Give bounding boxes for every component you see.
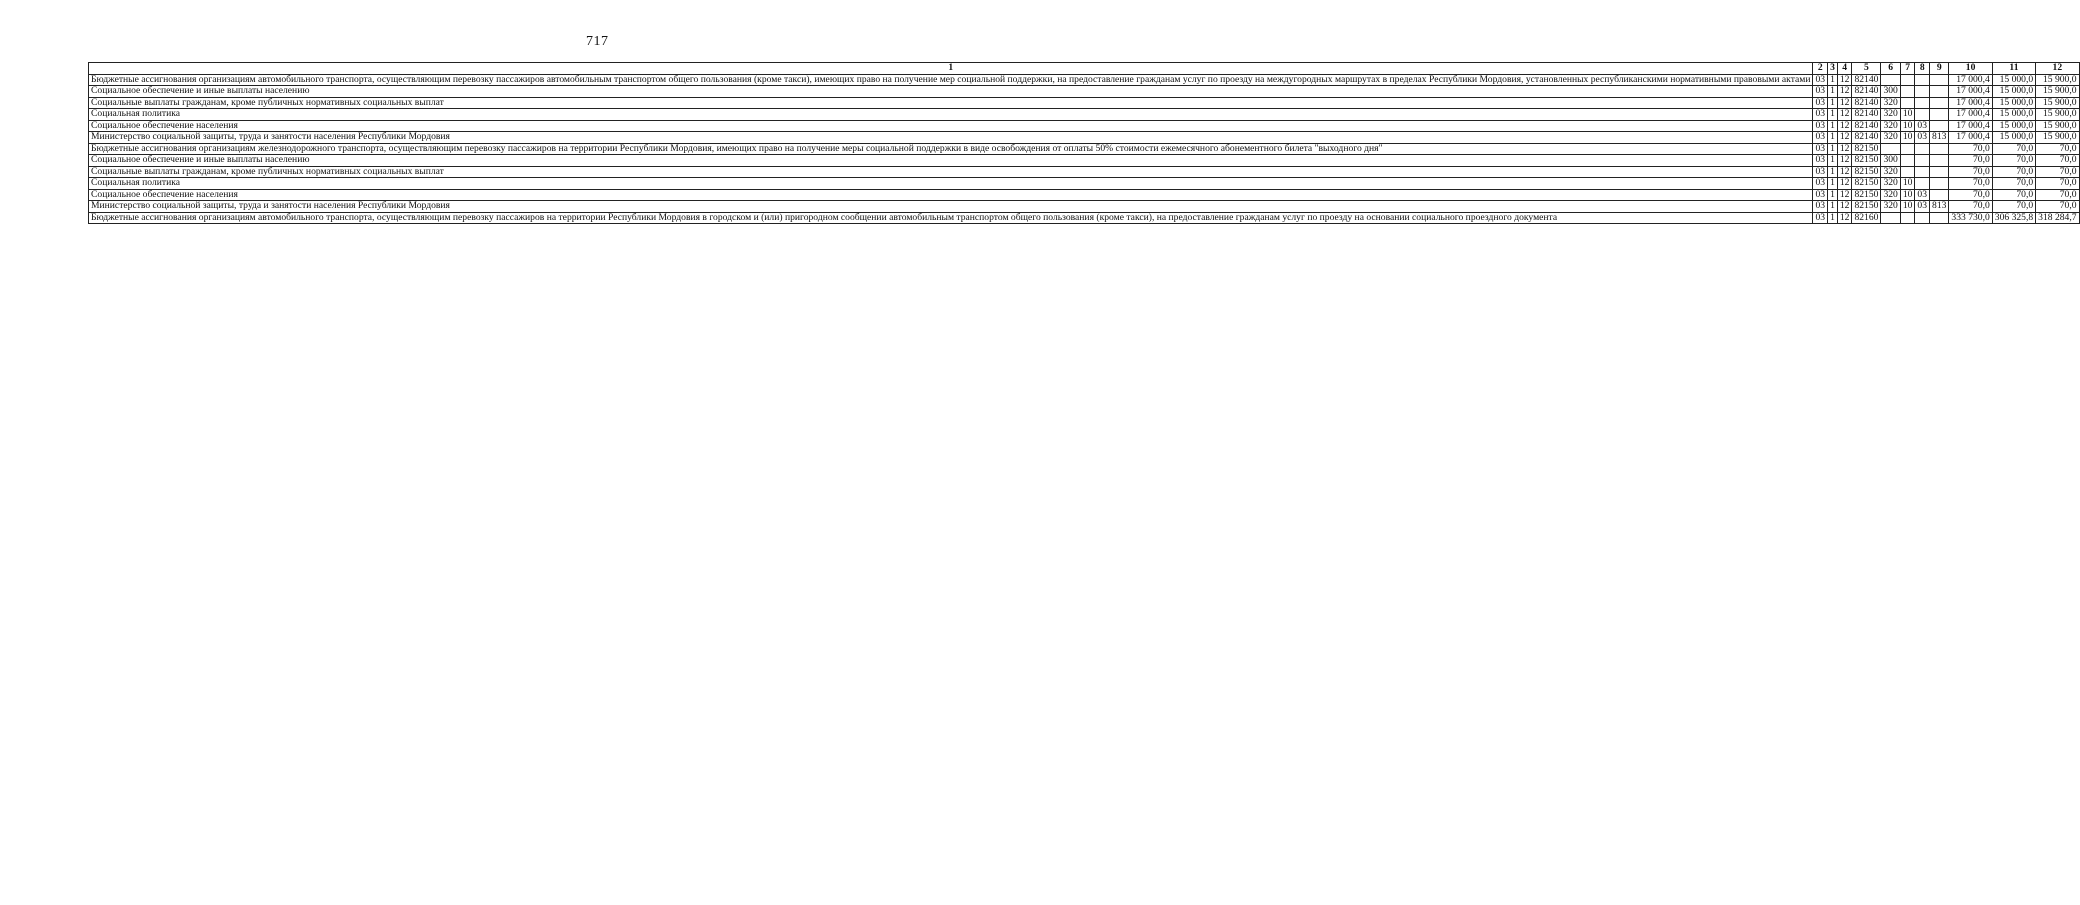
amount-cell: 15 000,0 bbox=[1992, 74, 2035, 86]
table-row bbox=[89, 97, 2080, 109]
column-header: 9 bbox=[1930, 63, 1949, 75]
column-header: 7 bbox=[1900, 63, 1915, 75]
code-cell bbox=[1900, 74, 1915, 86]
amount-cell: 70,0 bbox=[1992, 201, 2035, 213]
code-cell: 82150 bbox=[1852, 166, 1881, 178]
code-cell: 03 bbox=[1813, 178, 1828, 190]
code-cell: 82150 bbox=[1852, 143, 1881, 155]
code-cell bbox=[1915, 178, 1930, 190]
code-cell: 82140 bbox=[1852, 120, 1881, 132]
code-cell: 82160 bbox=[1852, 212, 1881, 224]
code-cell: 03 bbox=[1813, 166, 1828, 178]
row-name: Социальные выплаты гражданам, кроме публичных нормативных социальных выплат bbox=[89, 97, 1813, 109]
row-name: Социальная политика bbox=[89, 178, 1813, 190]
budget-table bbox=[88, 62, 2080, 224]
code-cell: 03 bbox=[1813, 97, 1828, 109]
row-name: Министерство социальной защиты, труда и занятости населения Республики Мордовия bbox=[89, 201, 1813, 213]
code-cell: 03 bbox=[1813, 132, 1828, 144]
code-cell bbox=[1930, 178, 1949, 190]
code-cell: 03 bbox=[1813, 74, 1828, 86]
table-row bbox=[89, 143, 2080, 155]
code-cell: 1 bbox=[1828, 166, 1838, 178]
code-cell bbox=[1930, 74, 1949, 86]
amount-cell: 15 000,0 bbox=[1992, 86, 2035, 98]
code-cell: 320 bbox=[1881, 132, 1900, 144]
code-cell bbox=[1881, 74, 1900, 86]
code-cell: 12 bbox=[1837, 189, 1852, 201]
column-header: 10 bbox=[1949, 63, 1992, 75]
code-cell bbox=[1915, 97, 1930, 109]
code-cell bbox=[1900, 86, 1915, 98]
code-cell: 03 bbox=[1813, 212, 1828, 224]
row-name: Социальное обеспечение населения bbox=[89, 120, 1813, 132]
amount-cell: 70,0 bbox=[2036, 189, 2079, 201]
row-name: Социальное обеспечение и иные выплаты населению bbox=[89, 155, 1813, 167]
amount-cell: 17 000,4 bbox=[1949, 109, 1992, 121]
code-cell: 12 bbox=[1837, 97, 1852, 109]
table-header-row bbox=[89, 63, 2080, 75]
code-cell: 1 bbox=[1828, 201, 1838, 213]
code-cell: 12 bbox=[1837, 166, 1852, 178]
code-cell: 12 bbox=[1837, 143, 1852, 155]
amount-cell: 70,0 bbox=[2036, 178, 2079, 190]
amount-cell: 15 900,0 bbox=[2036, 109, 2079, 121]
code-cell: 320 bbox=[1881, 120, 1900, 132]
code-cell bbox=[1900, 155, 1915, 167]
code-cell: 10 bbox=[1900, 120, 1915, 132]
amount-cell: 15 000,0 bbox=[1992, 109, 2035, 121]
row-name: Бюджетные ассигнования организациям автомобильного транспорта, осуществляющим перевозку пассажиров автомобильным транспортом общего пользования (кроме такси), имеющих право на получение мер социальной поддержки, на предоставление гражданам услуг по проезду на междугородных маршрутах в пределах Республики Мордовия, установленных республиканскими нормативными правовыми актами bbox=[89, 74, 1813, 86]
row-name: Социальная политика bbox=[89, 109, 1813, 121]
amount-cell: 15 900,0 bbox=[2036, 132, 2079, 144]
code-cell: 12 bbox=[1837, 120, 1852, 132]
code-cell bbox=[1930, 86, 1949, 98]
code-cell: 10 bbox=[1900, 178, 1915, 190]
code-cell: 1 bbox=[1828, 155, 1838, 167]
amount-cell: 17 000,4 bbox=[1949, 132, 1992, 144]
code-cell bbox=[1930, 166, 1949, 178]
amount-cell: 17 000,4 bbox=[1949, 120, 1992, 132]
code-cell bbox=[1915, 143, 1930, 155]
code-cell bbox=[1915, 166, 1930, 178]
code-cell: 82140 bbox=[1852, 86, 1881, 98]
amount-cell: 333 730,0 bbox=[1949, 212, 1992, 224]
code-cell: 12 bbox=[1837, 109, 1852, 121]
table-row bbox=[89, 189, 2080, 201]
amount-cell: 70,0 bbox=[1949, 201, 1992, 213]
amount-cell: 17 000,4 bbox=[1949, 97, 1992, 109]
amount-cell: 318 284,7 bbox=[2036, 212, 2079, 224]
table-row bbox=[89, 212, 2080, 224]
code-cell bbox=[1881, 212, 1900, 224]
code-cell: 03 bbox=[1813, 86, 1828, 98]
code-cell: 1 bbox=[1828, 143, 1838, 155]
column-header: 2 bbox=[1813, 63, 1828, 75]
column-header: 6 bbox=[1881, 63, 1900, 75]
code-cell: 03 bbox=[1813, 189, 1828, 201]
table-row bbox=[89, 166, 2080, 178]
table-row bbox=[89, 201, 2080, 213]
code-cell: 12 bbox=[1837, 86, 1852, 98]
amount-cell: 70,0 bbox=[1949, 166, 1992, 178]
code-cell: 10 bbox=[1900, 189, 1915, 201]
code-cell: 10 bbox=[1900, 109, 1915, 121]
code-cell: 1 bbox=[1828, 97, 1838, 109]
amount-cell: 70,0 bbox=[2036, 155, 2079, 167]
code-cell: 320 bbox=[1881, 97, 1900, 109]
column-header: 4 bbox=[1837, 63, 1852, 75]
code-cell: 1 bbox=[1828, 132, 1838, 144]
amount-cell: 70,0 bbox=[1992, 143, 2035, 155]
table-row bbox=[89, 155, 2080, 167]
code-cell: 12 bbox=[1837, 178, 1852, 190]
table-row bbox=[89, 74, 2080, 86]
code-cell bbox=[1930, 155, 1949, 167]
column-header: 5 bbox=[1852, 63, 1881, 75]
amount-cell: 70,0 bbox=[1949, 189, 1992, 201]
code-cell: 300 bbox=[1881, 155, 1900, 167]
amount-cell: 70,0 bbox=[1992, 178, 2035, 190]
amount-cell: 15 000,0 bbox=[1992, 97, 2035, 109]
amount-cell: 70,0 bbox=[2036, 166, 2079, 178]
code-cell bbox=[1900, 212, 1915, 224]
code-cell bbox=[1900, 166, 1915, 178]
code-cell: 03 bbox=[1915, 132, 1930, 144]
code-cell: 10 bbox=[1900, 201, 1915, 213]
table-row bbox=[89, 109, 2080, 121]
column-header: 11 bbox=[1992, 63, 2035, 75]
code-cell: 320 bbox=[1881, 201, 1900, 213]
column-header: 1 bbox=[89, 63, 1813, 75]
amount-cell: 70,0 bbox=[2036, 201, 2079, 213]
code-cell: 813 bbox=[1930, 201, 1949, 213]
code-cell: 300 bbox=[1881, 86, 1900, 98]
code-cell bbox=[1915, 155, 1930, 167]
code-cell: 1 bbox=[1828, 189, 1838, 201]
code-cell bbox=[1915, 74, 1930, 86]
code-cell: 82150 bbox=[1852, 155, 1881, 167]
code-cell bbox=[1915, 212, 1930, 224]
code-cell: 03 bbox=[1915, 201, 1930, 213]
table-row bbox=[89, 86, 2080, 98]
amount-cell: 17 000,4 bbox=[1949, 86, 1992, 98]
code-cell: 12 bbox=[1837, 132, 1852, 144]
code-cell: 82150 bbox=[1852, 189, 1881, 201]
amount-cell: 15 900,0 bbox=[2036, 97, 2079, 109]
code-cell: 12 bbox=[1837, 201, 1852, 213]
code-cell: 03 bbox=[1813, 143, 1828, 155]
code-cell bbox=[1930, 109, 1949, 121]
code-cell: 1 bbox=[1828, 212, 1838, 224]
code-cell: 03 bbox=[1813, 201, 1828, 213]
code-cell: 1 bbox=[1828, 178, 1838, 190]
code-cell: 320 bbox=[1881, 189, 1900, 201]
code-cell: 82140 bbox=[1852, 132, 1881, 144]
code-cell bbox=[1881, 143, 1900, 155]
amount-cell: 70,0 bbox=[1992, 155, 2035, 167]
code-cell bbox=[1930, 189, 1949, 201]
code-cell bbox=[1900, 143, 1915, 155]
code-cell bbox=[1930, 97, 1949, 109]
code-cell bbox=[1915, 86, 1930, 98]
table-row bbox=[89, 120, 2080, 132]
code-cell: 82140 bbox=[1852, 97, 1881, 109]
code-cell bbox=[1930, 212, 1949, 224]
code-cell: 320 bbox=[1881, 166, 1900, 178]
table-row bbox=[89, 178, 2080, 190]
amount-cell: 306 325,8 bbox=[1992, 212, 2035, 224]
code-cell: 813 bbox=[1930, 132, 1949, 144]
column-header: 8 bbox=[1915, 63, 1930, 75]
amount-cell: 15 900,0 bbox=[2036, 120, 2079, 132]
code-cell: 1 bbox=[1828, 74, 1838, 86]
code-cell: 82140 bbox=[1852, 74, 1881, 86]
code-cell: 82140 bbox=[1852, 109, 1881, 121]
code-cell: 1 bbox=[1828, 120, 1838, 132]
amount-cell: 15 900,0 bbox=[2036, 86, 2079, 98]
code-cell: 320 bbox=[1881, 109, 1900, 121]
code-cell: 12 bbox=[1837, 212, 1852, 224]
code-cell: 03 bbox=[1813, 155, 1828, 167]
code-cell: 03 bbox=[1915, 120, 1930, 132]
amount-cell: 15 000,0 bbox=[1992, 120, 2035, 132]
row-name: Министерство социальной защиты, труда и занятости населения Республики Мордовия bbox=[89, 132, 1813, 144]
amount-cell: 70,0 bbox=[1949, 178, 1992, 190]
row-name: Бюджетные ассигнования организациям автомобильного транспорта, осуществляющим перевозку пассажиров на территории Республики Мордовия в городском и (или) пригородном сообщении автомобильным транспортом общего пользования (кроме такси), на предоставление гражданам услуг по проезду на основании социального проездного документа bbox=[89, 212, 1813, 224]
code-cell bbox=[1915, 109, 1930, 121]
code-cell: 1 bbox=[1828, 109, 1838, 121]
table-row bbox=[89, 132, 2080, 144]
amount-cell: 70,0 bbox=[1992, 189, 2035, 201]
code-cell: 03 bbox=[1813, 120, 1828, 132]
row-name: Социальные выплаты гражданам, кроме публичных нормативных социальных выплат bbox=[89, 166, 1813, 178]
code-cell: 82150 bbox=[1852, 178, 1881, 190]
amount-cell: 15 900,0 bbox=[2036, 74, 2079, 86]
code-cell: 03 bbox=[1813, 109, 1828, 121]
page-number: 717 bbox=[586, 34, 609, 49]
code-cell: 320 bbox=[1881, 178, 1900, 190]
amount-cell: 70,0 bbox=[1949, 143, 1992, 155]
row-name: Социальное обеспечение населения bbox=[89, 189, 1813, 201]
code-cell bbox=[1930, 143, 1949, 155]
code-cell: 03 bbox=[1915, 189, 1930, 201]
amount-cell: 15 000,0 bbox=[1992, 132, 2035, 144]
code-cell: 10 bbox=[1900, 132, 1915, 144]
row-name: Бюджетные ассигнования организациям железнодорожного транспорта, осуществляющим перевозку пассажиров на территории Республики Мордовия, имеющих право на получение меры социальной поддержки в виде освобождения от оплаты 50% стоимости ежемесячного абонементного билета "выходного дня" bbox=[89, 143, 1813, 155]
amount-cell: 70,0 bbox=[2036, 143, 2079, 155]
column-header: 3 bbox=[1828, 63, 1838, 75]
amount-cell: 17 000,4 bbox=[1949, 74, 1992, 86]
amount-cell: 70,0 bbox=[1949, 155, 1992, 167]
amount-cell: 70,0 bbox=[1992, 166, 2035, 178]
column-header: 12 bbox=[2036, 63, 2079, 75]
code-cell bbox=[1930, 120, 1949, 132]
code-cell bbox=[1900, 97, 1915, 109]
code-cell: 82150 bbox=[1852, 201, 1881, 213]
row-name: Социальное обеспечение и иные выплаты населению bbox=[89, 86, 1813, 98]
code-cell: 12 bbox=[1837, 74, 1852, 86]
code-cell: 1 bbox=[1828, 86, 1838, 98]
code-cell: 12 bbox=[1837, 155, 1852, 167]
